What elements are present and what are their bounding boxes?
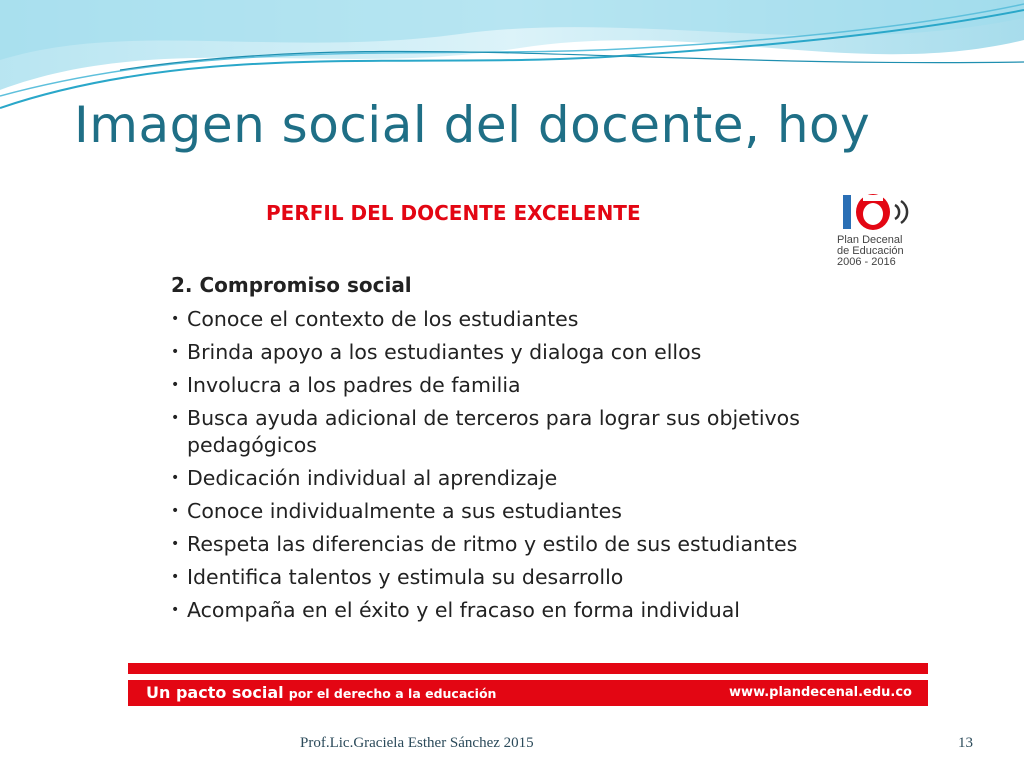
panel-title: PERFIL DEL DOCENTE EXCELENTE (266, 201, 641, 225)
bullet-list (171, 306, 911, 630)
bullet-dot-icon: • (171, 602, 180, 618)
profile-panel (128, 183, 928, 706)
bullet-text: Conoce el contexto de los estudiantes (187, 307, 579, 331)
red-divider (128, 663, 928, 674)
bullet-text: Identifica talentos y estimula su desarrollo (187, 565, 624, 589)
bullet-item (171, 339, 911, 366)
website-link[interactable]: www.plandecenal.edu.co (729, 685, 912, 700)
plan-decenal-logo-icon (841, 189, 916, 231)
plan-decenal-logo (835, 189, 920, 269)
bullet-dot-icon: • (171, 311, 180, 327)
bullet-item (171, 564, 911, 591)
bullet-item (171, 405, 911, 459)
bullet-text: Dedicación individual al aprendizaje (187, 466, 558, 490)
pacto-strong: Un pacto social (146, 683, 284, 702)
bullet-item (171, 465, 911, 492)
bullet-dot-icon: • (171, 536, 180, 552)
bullet-dot-icon: • (171, 377, 180, 393)
bullet-text: Respeta las diferencias de ritmo y estilo de sus estudiantes (187, 532, 798, 556)
footer-banner (128, 680, 928, 706)
bullet-text: Involucra a los padres de familia (187, 373, 521, 397)
bullet-dot-icon: • (171, 410, 180, 426)
pacto-text (146, 682, 496, 705)
bullet-dot-icon: • (171, 503, 180, 519)
bullet-item (171, 306, 911, 333)
logo-line-2: de Educación (837, 245, 904, 257)
logo-line-1: Plan Decenal (837, 234, 903, 246)
bullet-item (171, 498, 911, 525)
bullet-dot-icon: • (171, 344, 180, 360)
page-number: 13 (958, 735, 973, 751)
bullet-dot-icon: • (171, 569, 180, 585)
bullet-item (171, 597, 911, 624)
slide-title: Imagen social del docente, hoy (74, 96, 871, 154)
logo-line-3: 2006 - 2016 (837, 256, 896, 268)
section-heading: 2. Compromiso social (171, 273, 412, 297)
slide-footer: Prof.Lic.Graciela Esther Sánchez 2015 (300, 735, 534, 751)
bullet-item (171, 531, 911, 558)
bullet-text: Busca ayuda adicional de terceros para lograr sus objetivos pedagógicos (187, 406, 800, 457)
bullet-dot-icon: • (171, 470, 180, 486)
bullet-item (171, 372, 911, 399)
bullet-text: Brinda apoyo a los estudiantes y dialoga con ellos (187, 340, 702, 364)
bullet-text: Acompaña en el éxito y el fracaso en forma individual (187, 598, 740, 622)
pacto-rest: por el derecho a la educación (288, 686, 497, 701)
bullet-text: Conoce individualmente a sus estudiantes (187, 499, 622, 523)
